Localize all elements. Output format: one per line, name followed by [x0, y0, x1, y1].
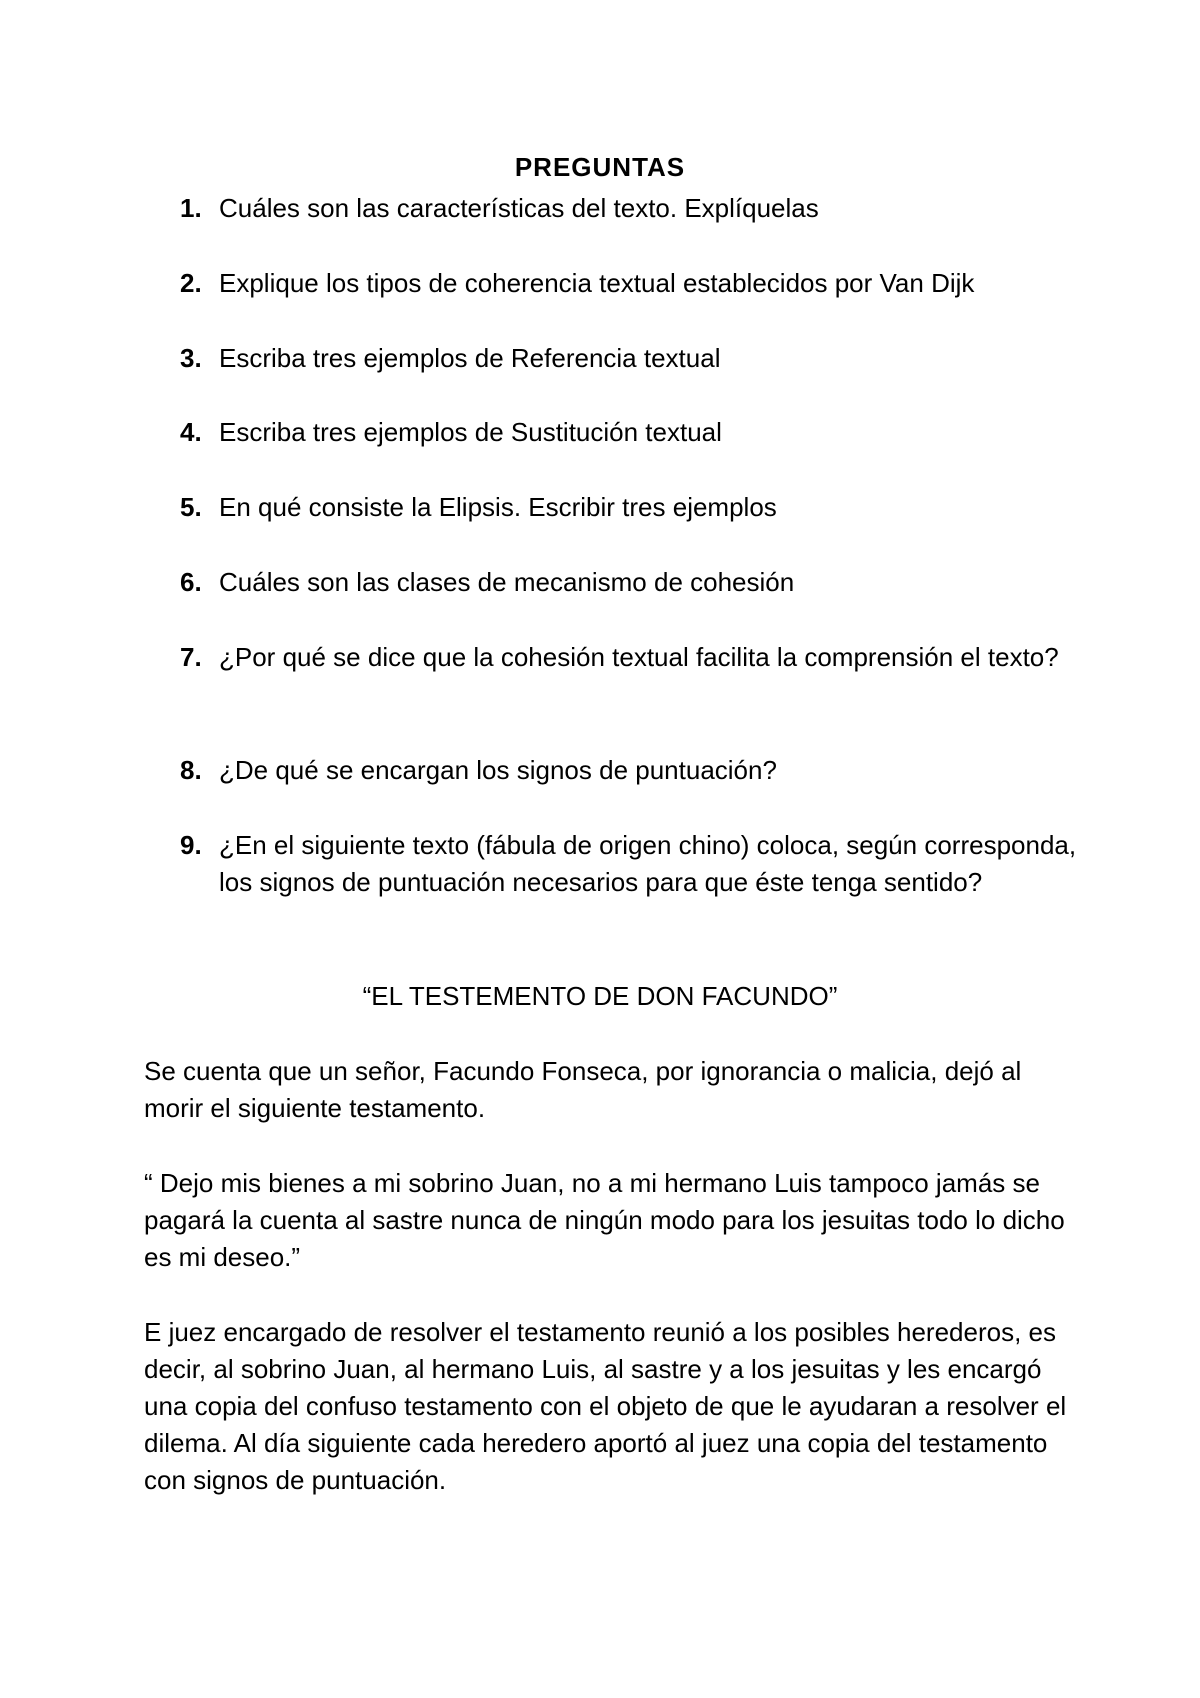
question-text: Escriba tres ejemplos de Sustitución textual	[219, 417, 722, 447]
story-title: “EL TESTEMENTO DE DON FACUNDO”	[362, 981, 838, 1011]
question-text: ¿En el siguiente texto (fábula de origen chino) coloca, según corresponda, los signos de puntuación necesarios para que éste tenga sentido?	[219, 830, 1077, 897]
question-text: Explique los tipos de coherencia textual establecidos por Van Dijk	[219, 268, 975, 298]
story-paragraph: Se cuenta que un señor, Facundo Fonseca, por ignorancia o malicia, dejó al morir el siguiente testamento.	[144, 1056, 1022, 1123]
question-item	[180, 827, 1080, 901]
question-number: 8.	[180, 755, 202, 785]
question-item	[180, 564, 1080, 601]
question-number: 9.	[180, 830, 202, 860]
question-text: Cuáles son las clases de mecanismo de cohesión	[219, 567, 795, 597]
question-number: 1.	[180, 193, 202, 223]
question-text: Escriba tres ejemplos de Referencia textual	[219, 343, 721, 373]
question-number: 2.	[180, 268, 202, 298]
question-text: ¿Por qué se dice que la cohesión textual facilita la comprensión el texto?	[219, 642, 1059, 672]
story-paragraph: E juez encargado de resolver el testamento reunió a los posibles herederos, es decir, al sobrino Juan, al hermano Luis, al sastre y a los jesuitas y les encargó una copia del confuso testamento con el objeto de que le ayudaran a resolver el dilema. Al día siguiente cada heredero aportó al juez una copia del testamento con signos de puntuación.	[144, 1317, 1067, 1495]
question-item	[180, 190, 1080, 227]
question-item	[180, 752, 1080, 789]
question-item	[180, 489, 1080, 526]
question-number: 7.	[180, 642, 202, 672]
question-item	[180, 265, 1080, 302]
question-number: 6.	[180, 567, 202, 597]
page-title: PREGUNTAS	[514, 152, 686, 182]
question-number: 3.	[180, 343, 202, 373]
question-text: En qué consiste la Elipsis. Escribir tres ejemplos	[219, 492, 777, 522]
question-item	[180, 340, 1080, 377]
story-paragraph: “ Dejo mis bienes a mi sobrino Juan, no a mi hermano Luis tampoco jamás se pagará la cuenta al sastre nunca de ningún modo para los jesuitas todo lo dicho es mi deseo.”	[144, 1168, 1065, 1272]
question-number: 4.	[180, 417, 202, 447]
question-number: 5.	[180, 492, 202, 522]
question-text: Cuáles son las características del texto. Explíquelas	[219, 193, 819, 223]
question-item	[180, 414, 1080, 451]
question-item	[180, 639, 1080, 676]
question-text: ¿De qué se encargan los signos de puntuación?	[219, 755, 777, 785]
